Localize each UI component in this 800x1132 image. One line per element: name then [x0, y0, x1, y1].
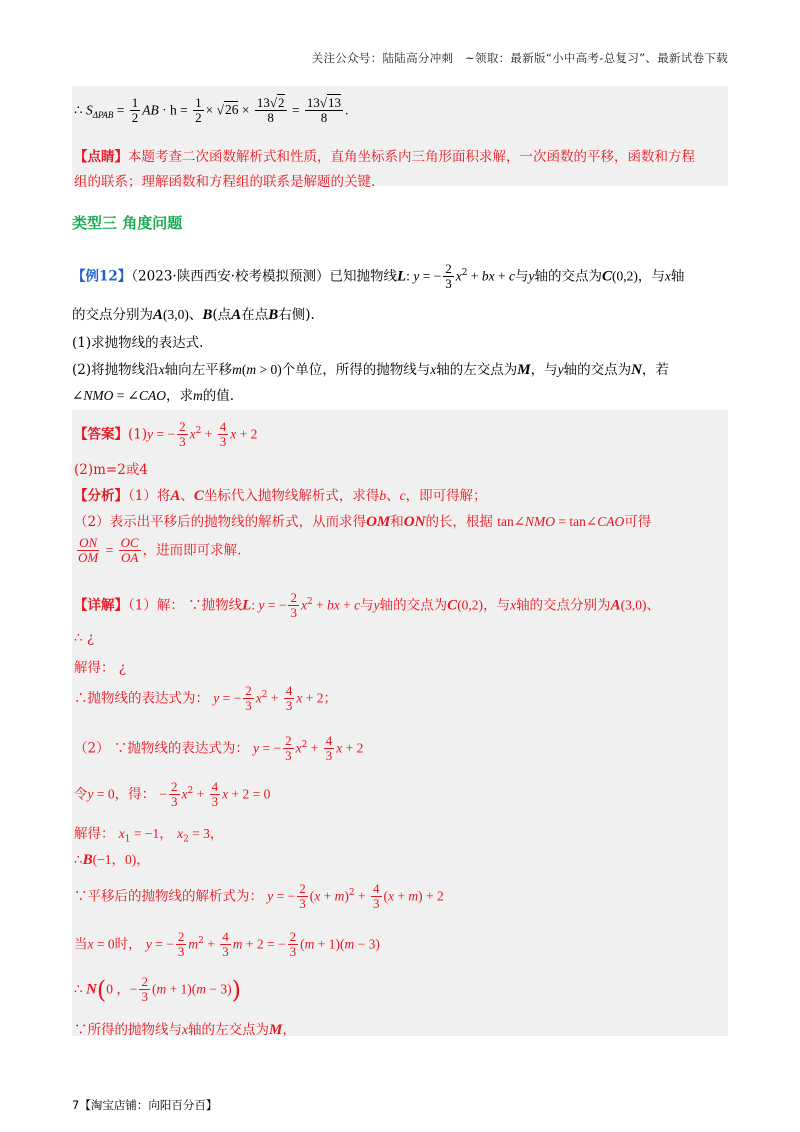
problem-part2-line1: (2)将抛物线沿x轴向左平移m(m > 0)个单位，所得的抛物线与x轴的左交点为M，与y轴的交点为N，若	[72, 362, 669, 378]
comment-tag: 【点睛】	[74, 149, 128, 165]
section-title: 类型三 角度问题	[72, 214, 183, 232]
detail-line-2: ∴ ¿	[74, 630, 95, 646]
detail-line-11: ∴ N(0 ，− $\frac{2}{3}$ (m + 1)(m − 3))	[74, 974, 242, 1005]
detail-line-12: ∵所得的抛物线与x轴的左交点为M，	[74, 1022, 296, 1038]
answer-line-1: 【答案】(1)y = − $\frac{2}{3}$ $x^2$ + $\frac{4}{3}$ x + 2	[74, 419, 258, 450]
area-line: ∴ $S_{\Delta PAB}$ = $\frac{1}{2}$ AB · h = $\frac{1}{2}$ × √26 × $\frac{13√2}{8}$ = $\frac{13√13}{8}$ .	[74, 95, 349, 126]
problem-part1: (1)求抛物线的表达式.	[72, 335, 204, 351]
detail-line-7: 解得： $x_1 = -1$， $x_2 = 3$，	[74, 826, 224, 845]
page-footer: 7【淘宝店铺：向阳百分百】	[72, 1098, 218, 1112]
problem-line-1: 【例12】（2023·陕西西安·校考模拟预测）已知抛物线L: y = − $\frac{2}{3}$ $x^2$ + bx + c与y轴的交点为C(0,2)，与x轴	[72, 261, 685, 292]
detail-line-3: 解得： ¿	[74, 660, 127, 676]
comment-line-2: 组的联系；理解函数和方程组的联系是解题的关键.	[74, 174, 376, 190]
detail-line-5: （2） ∵抛物线的表达式为： y = − $\frac{2}{3}$ $x^2$ + $\frac{4}{3}$ x + 2	[74, 733, 364, 764]
analysis-line-1: 【分析】（1）将A、C坐标代入抛物线解析式，求得b、c，即可得解；	[74, 488, 487, 504]
detail-line-4: ∴抛物线的表达式为： y = − $\frac{2}{3}$ $x^2$ + $\frac{4}{3}$ x + 2；	[74, 683, 338, 714]
detail-line-8: ∴B(−1，0)，	[74, 852, 150, 868]
problem-part2-line2: ∠NMO = ∠CAO，求m的值.	[72, 388, 235, 404]
detail-line-10: 当x = 0时， y = − $\frac{2}{3}$ $m^2$ + $\frac{4}{3}$ m + 2 = − $\frac{2}{3}$ (m + 1)(m − 3)	[74, 929, 380, 960]
detail-line-1: 【详解】（1）解： ∵抛物线L: y = − $\frac{2}{3}$ $x^2$ + bx + c与y轴的交点为C(0,2)，与x轴的交点分别为A(3,0)、	[74, 590, 660, 621]
page-header: 关注公众号：陆陆高分冲刺 ~领取：最新版“小中高考-总复习”、最新试卷下载	[311, 51, 728, 65]
problem-line-2: 的交点分别为A(3,0)、B(点A在点B右侧).	[72, 307, 315, 323]
comment-text-1: 本题考查二次函数解析式和性质，直角坐标系内三角形面积求解，一次函数的平移，函数和方程	[128, 149, 695, 165]
detail-line-6: 令y = 0，得： − $\frac{2}{3}$ $x^2$ + $\frac{4}{3}$ x + 2 = 0	[74, 779, 271, 810]
analysis-line-2: （2）表示出平移后的抛物线的解析式，从而求得OM和ON的长，根据 tan∠NMO = tan∠CAO可得	[74, 514, 652, 530]
comment-line-1	[74, 145, 695, 165]
detail-line-9: ∵平移后的抛物线的解析式为： y = − $\frac{2}{3}$ $(x + m)^2$ + $\frac{4}{3}$ (x + m) + 2	[74, 881, 444, 912]
answer-line-2: (2)m=2或4	[74, 462, 148, 478]
analysis-line-3: $\frac{ON}{OM}$ = $\frac{OC}{OA}$ ，进而即可求解.	[78, 535, 242, 566]
